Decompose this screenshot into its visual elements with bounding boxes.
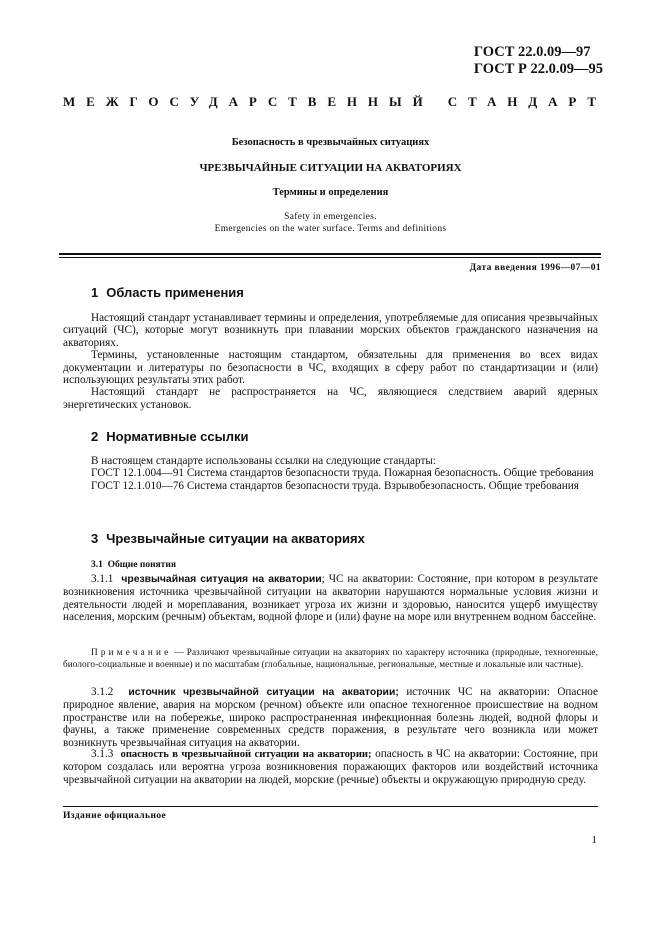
section-2-number: 2	[91, 429, 99, 444]
paragraph: Термины, установленные настоящим стандартом, обязательны для применения во всех видах документации и литературы по безопасности в ЧС, входящих в сферу работ по стандартизации и (или) использующих результаты этих работ.	[63, 349, 598, 387]
note-paragraph	[63, 646, 598, 671]
footer-rule	[63, 806, 598, 807]
reference-item: ГОСТ 12.1.010—76 Система стандартов безопасности труда. Взрывобезопасность. Общие требования	[91, 479, 579, 492]
section-1-body	[63, 312, 598, 411]
paragraph: Настоящий стандарт устанавливает термины и определения, употребляемые для описания чрезвычайных ситуаций (ЧС), которые могут возникнуть при плавании морских объектов гражданского назначения на акваториях.	[63, 312, 598, 349]
section-2-heading	[91, 429, 248, 444]
gost-code-block	[474, 44, 603, 78]
section-1-number: 1	[91, 285, 99, 300]
term-text: ; ЧС на акватории: Состояние, при котором в результате возникновения источника чрезвычайной ситуации на акватории нарушаются нормальные условия жизни и деятельности людей и мореплавания, возникает угроза их жизни и здоровью, наносится ущерб имуществу населения, морским (речным) объектам, водной флоре и (или) фауне на море или внутреннем водном бассейне.	[63, 573, 599, 624]
header-rule-thin	[59, 257, 601, 258]
section-3-heading	[91, 531, 365, 546]
official-edition-label: Издание официальное	[63, 811, 167, 821]
subsection-title: Общие понятия	[107, 560, 176, 570]
term-name: источник чрезвычайной ситуации на акватории;	[128, 687, 399, 698]
note-block	[63, 646, 598, 671]
section-1-heading	[91, 285, 244, 300]
page-number: 1	[591, 834, 597, 846]
term-number: 3.1.2	[91, 686, 114, 698]
section-3-number: 3	[91, 531, 99, 546]
term-3-1-3	[63, 748, 598, 786]
term-definition	[63, 686, 598, 749]
english-title-line-1: Safety in emergencies.	[284, 212, 377, 222]
paragraph: В настоящем стандарте использованы ссылки на следующие стандарты:	[91, 455, 436, 467]
note-text: — Различают чрезвычайные ситуации на акваториях по характеру источника (природные, техногенные, биолого-социальные и военные) и по масштабам (глобальные, национальные, региональные, местные и локальные или частные).	[63, 647, 598, 670]
term-number: 3.1.3	[91, 748, 114, 760]
term-number: 3.1.1	[91, 573, 114, 585]
section-1-title: Область применения	[106, 285, 244, 300]
main-title: ЧРЕЗВЫЧАЙНЫЕ СИТУАЦИИ НА АКВАТОРИЯХ	[199, 162, 462, 174]
term-definition	[63, 573, 598, 624]
term-3-1-1	[63, 573, 598, 624]
interstate-standard-banner: МЕЖГОСУДАРСТВЕННЫЙ СТАНДАРТ	[63, 94, 607, 109]
gost-code: ГОСТ 22.0.09—97	[473, 44, 591, 60]
section-3-title: Чрезвычайные ситуации на акваториях	[106, 531, 365, 546]
subtitle: Термины и определения	[272, 187, 389, 198]
term-3-1-2	[63, 686, 598, 749]
term-definition	[63, 748, 598, 786]
subsection-number: 3.1	[91, 560, 103, 570]
note-label: Примечание	[91, 647, 172, 657]
term-name: опасность в чрезвычайной ситуации на акватории;	[120, 749, 372, 760]
header-rule-thick	[59, 253, 601, 255]
term-text: опасность в ЧС на акватории: Состояние, при котором создалась или вероятна угроза возникновения поражающих факторов или воздействий источника чрезвычайной ситуации на акватории на людей, морские (речные) объекты и окружающую природную среду.	[63, 748, 599, 786]
date-of-introduction: Дата введения 1996—07—01	[469, 263, 601, 273]
english-title-line-2: Emergencies on the water surface. Terms and definitions	[214, 224, 447, 234]
reference-item: ГОСТ 12.1.004—91 Система стандартов безопасности труда. Пожарная безопасность. Общие требования	[91, 467, 594, 480]
english-title	[0, 211, 661, 235]
paragraph: Настоящий стандарт не распространяется на ЧС, являющиеся следствием аварий ядерных энергетических установок.	[63, 386, 598, 411]
term-text: источник ЧС на акватории: Опасное природное явление, авария на морском (речном) объекте или опасное техногенное происшествие на водном пространстве или на побережье, широко распространенная инфекционная болезнь людей, водной флоры и фауны, а также применение современных средств поражения, в результате чего возникла или может возникнуть чрезвычайная ситуация на акватории.	[63, 686, 599, 749]
subsection-3-1-heading	[91, 560, 176, 570]
section-2-title: Нормативные ссылки	[106, 429, 249, 444]
term-name: чрезвычайная ситуация на акватории	[121, 574, 322, 585]
series-title: Безопасность в чрезвычайных ситуациях	[231, 137, 430, 148]
section-2-body	[63, 455, 598, 492]
gost-r-code: ГОСТ Р 22.0.09—95	[473, 61, 603, 77]
